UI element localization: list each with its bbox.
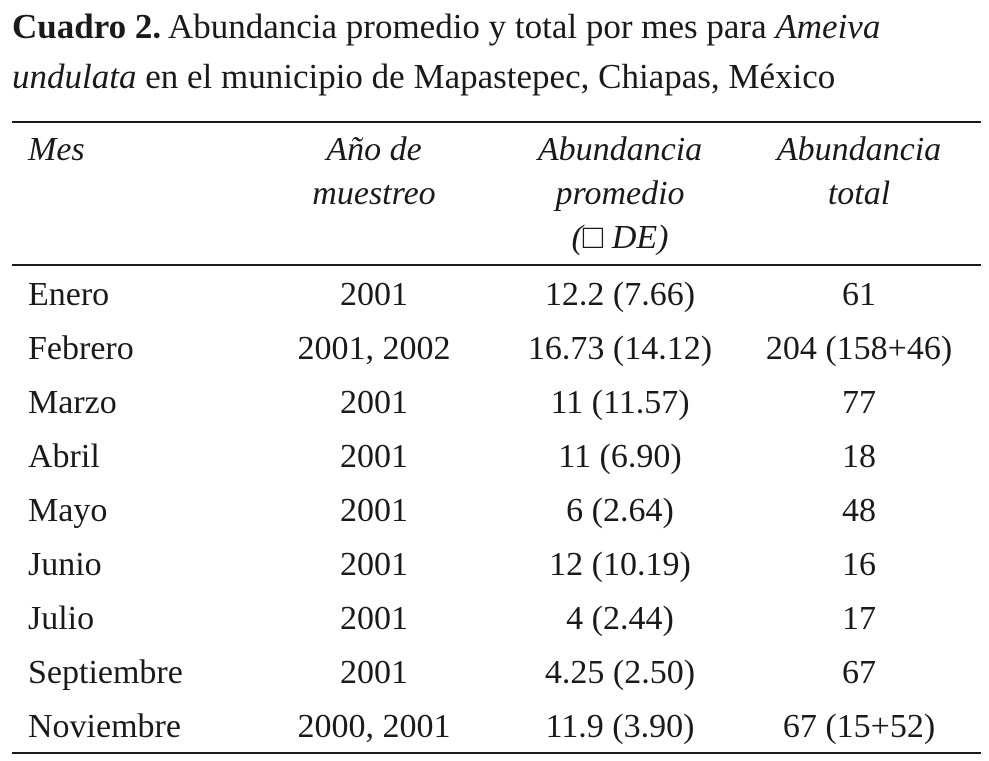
cell-year: 2001 (340, 438, 408, 475)
cell-total: 48 (842, 492, 876, 529)
cell-year: 2001 (340, 276, 408, 313)
cell-year: 2001 (340, 546, 408, 583)
cell-average: 11.9 (3.90) (545, 708, 695, 745)
table-row (0, 700, 989, 754)
header-average (500, 128, 740, 260)
header-year-line: muestreo (312, 175, 436, 212)
table-row (0, 484, 989, 538)
caption-text-after: en el municipio de Mapastepec, Chiapas, México (136, 57, 836, 96)
cell-month: Marzo (28, 384, 117, 421)
cell-average: 11 (11.57) (550, 384, 690, 421)
cell-month: Septiembre (28, 654, 183, 691)
cell-month: Mayo (28, 492, 108, 529)
cell-year: 2001 (340, 384, 408, 421)
cell-month: Noviembre (28, 708, 181, 745)
table-top-rule (12, 121, 981, 123)
caption-species-genus: Ameiva (775, 7, 881, 46)
table-bottom-rule (12, 752, 981, 754)
header-average-line: (□ DE) (571, 219, 669, 256)
header-average-line: promedio (555, 175, 685, 212)
header-average-line: Abundancia (537, 131, 703, 168)
caption-text-before: Abundancia promedio y total por mes para (161, 7, 776, 46)
cell-total: 67 (15+52) (782, 708, 936, 745)
header-total-line: total (827, 175, 891, 212)
cell-total: 67 (842, 654, 876, 691)
table-row (0, 430, 989, 484)
header-year (274, 128, 474, 216)
table-row (0, 268, 989, 322)
cell-year: 2000, 2001 (297, 708, 451, 745)
table-row (0, 646, 989, 700)
cell-month: Enero (28, 276, 110, 313)
cell-year: 2001 (340, 600, 408, 637)
table-row (0, 592, 989, 646)
cell-average: 12 (10.19) (549, 546, 691, 583)
header-month-line: Mes (28, 131, 85, 168)
cell-month: Julio (28, 600, 95, 637)
header-year-line: Año de (326, 131, 422, 168)
table-row (0, 376, 989, 430)
cell-total: 77 (842, 384, 876, 421)
cell-average: 4.25 (2.50) (544, 654, 696, 691)
cell-total: 18 (842, 438, 876, 475)
cell-total: 16 (842, 546, 876, 583)
cell-average: 11 (6.90) (558, 438, 682, 475)
cell-year: 2001 (340, 654, 408, 691)
cell-total: 17 (842, 600, 876, 637)
cell-average: 4 (2.44) (566, 600, 674, 637)
table-row (0, 538, 989, 592)
cell-average: 16.73 (14.12) (527, 330, 713, 367)
cell-month: Abril (28, 438, 100, 475)
cell-year: 2001, 2002 (297, 330, 451, 367)
table-row (0, 322, 989, 376)
cell-average: 12.2 (7.66) (544, 276, 696, 313)
table-header-rule (12, 264, 981, 266)
cell-total: 204 (158+46) (765, 330, 953, 367)
cell-average: 6 (2.64) (566, 492, 674, 529)
caption-species-epithet: undulata (12, 57, 137, 96)
header-total (752, 128, 966, 216)
caption-label: Cuadro 2. (12, 7, 162, 46)
cell-month: Febrero (28, 330, 134, 367)
table-caption (12, 2, 982, 102)
cell-year: 2001 (340, 492, 408, 529)
cell-total: 61 (842, 276, 876, 313)
header-total-line: Abundancia (776, 131, 942, 168)
header-month (28, 128, 85, 172)
cell-month: Junio (28, 546, 102, 583)
